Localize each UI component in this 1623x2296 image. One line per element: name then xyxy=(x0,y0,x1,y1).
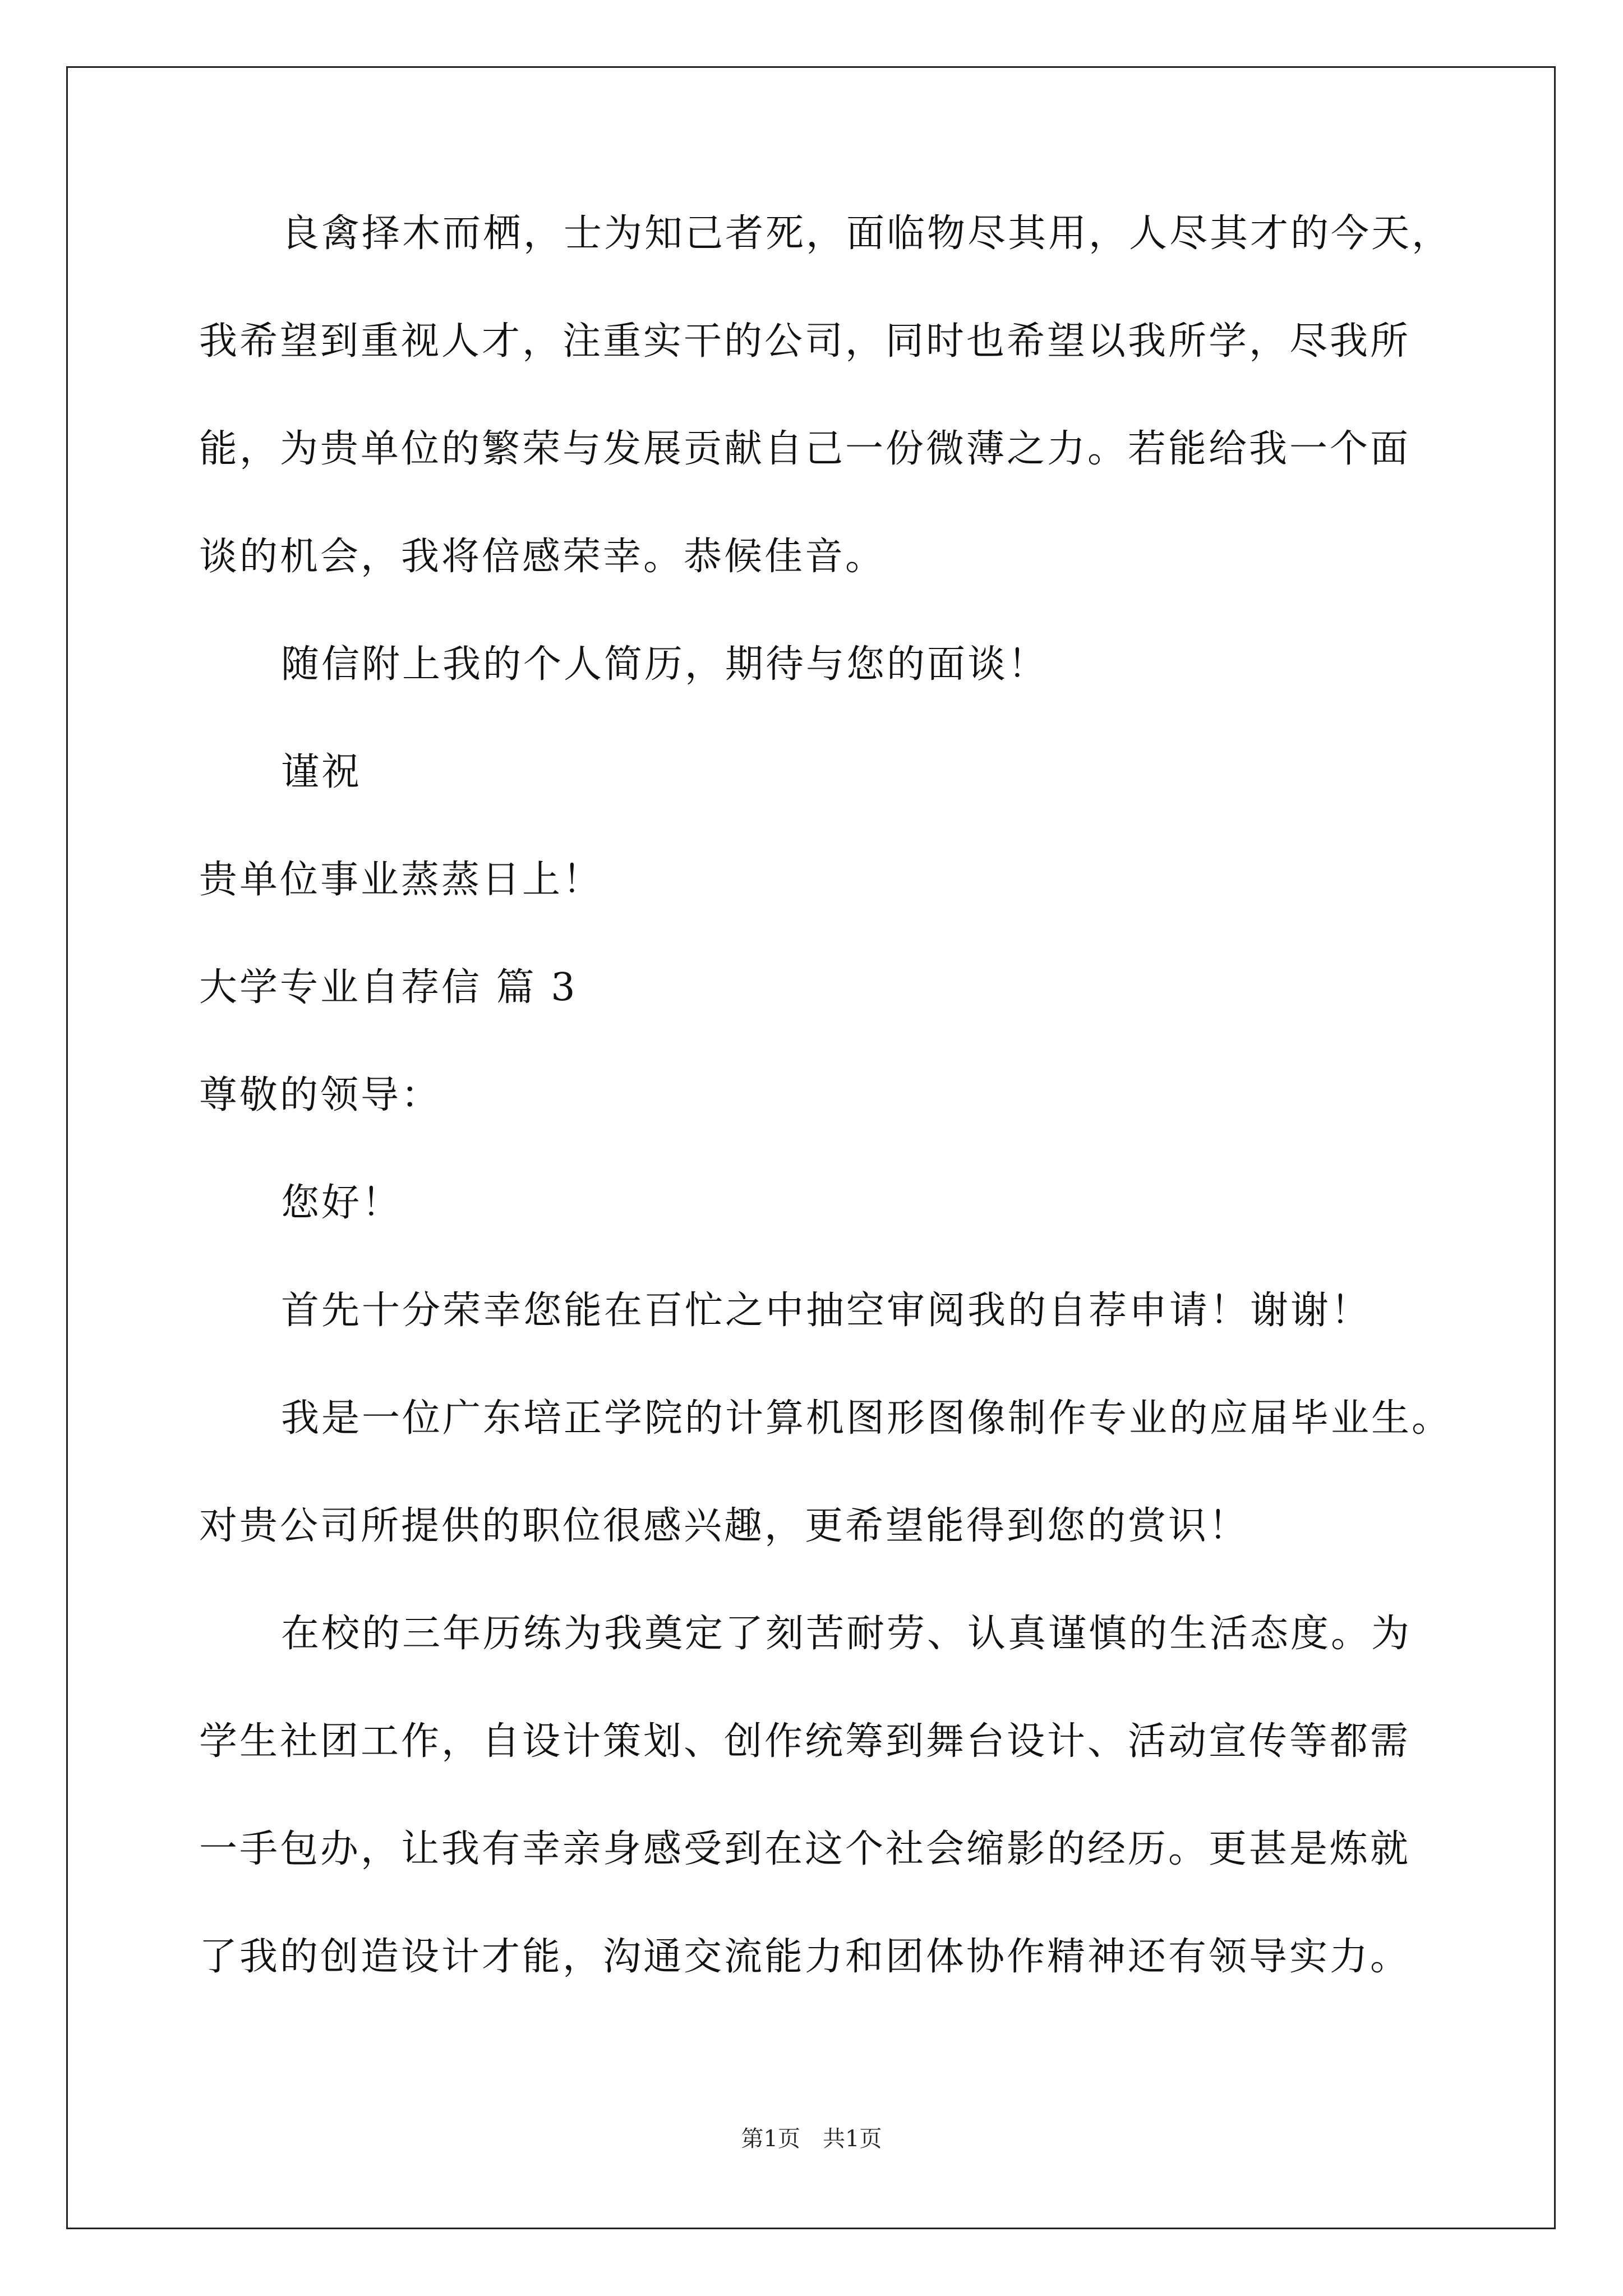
paragraph-line: 在校的三年历练为我奠定了刻苦耐劳、认真谨慎的生活态度。为 xyxy=(281,1612,1412,1656)
paragraph-line: 学生社团工作，自设计策划、创作统筹到舞台设计、活动宣传等都需 xyxy=(199,1719,1411,1764)
page-number: 第1页 共1页 xyxy=(741,2126,882,2152)
closing-greeting: 谨祝 xyxy=(281,750,362,794)
paragraph-line: 随信附上我的个人简历，期待与您的面谈！ xyxy=(281,642,1049,687)
paragraph-line: 了我的创造设计才能，沟通交流能力和团体协作精神还有领导实力。 xyxy=(199,1935,1411,1979)
paragraph-line: 首先十分荣幸您能在百忙之中抽空审阅我的自荐申请！谢谢！ xyxy=(281,1289,1372,1333)
paragraph-line: 谈的机会，我将倍感荣幸。恭候佳音。 xyxy=(199,535,886,579)
paragraph-line: 良禽择木而栖，士为知己者死，面临物尽其用，人尽其才的今天， xyxy=(281,211,1453,256)
paragraph-line: 能，为贵单位的繁荣与发展贡献自己一份微薄之力。若能给我一个面 xyxy=(199,427,1411,471)
paragraph-line: 对贵公司所提供的职位很感兴趣，更希望能得到您的赏识！ xyxy=(199,1504,1249,1548)
paragraph-line: 我是一位广东培正学院的计算机图形图像制作专业的应届毕业生。 xyxy=(281,1396,1453,1441)
section-title: 大学专业自荐信 篇 3 xyxy=(199,965,578,1010)
page-border xyxy=(66,66,1556,2229)
closing-wish: 贵单位事业蒸蒸日上！ xyxy=(199,858,603,902)
greeting: 您好！ xyxy=(281,1181,403,1225)
paragraph-line: 一手包办，让我有幸亲身感受到在这个社会缩影的经历。更甚是炼就 xyxy=(199,1827,1411,1871)
salutation: 尊敬的领导： xyxy=(199,1073,442,1117)
paragraph-line: 我希望到重视人才，注重实干的公司，同时也希望以我所学，尽我所 xyxy=(199,319,1411,364)
